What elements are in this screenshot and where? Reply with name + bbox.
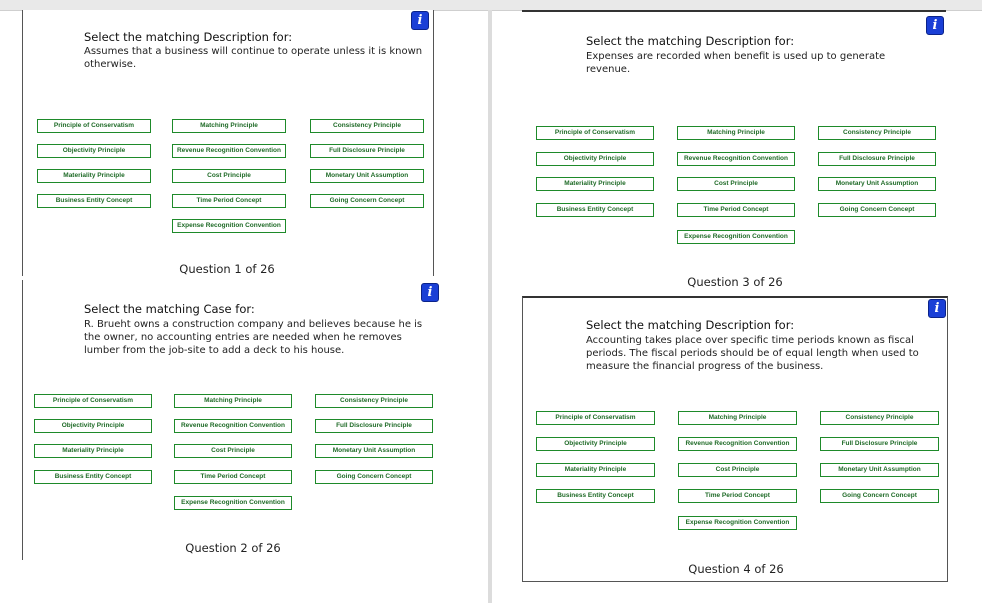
question-counter: Question 1 of 26 xyxy=(179,262,275,276)
question-heading: Select the matching Description for: xyxy=(84,30,293,44)
answer-option-button[interactable]: Materiality Principle xyxy=(34,444,152,458)
answer-option-button[interactable]: Monetary Unit Assumption xyxy=(310,169,424,183)
answer-option-button[interactable]: Consistency Principle xyxy=(820,411,939,425)
question-text-line: Assumes that a business will continue to operate unless it is known xyxy=(84,46,423,57)
answer-option-button[interactable]: Revenue Recognition Convention xyxy=(677,152,795,166)
answer-option-button[interactable]: Matching Principle xyxy=(174,394,292,408)
answer-option-button[interactable]: Consistency Principle xyxy=(310,119,424,133)
question-text-line: otherwise. xyxy=(84,59,137,70)
answer-option-button[interactable]: Principle of Conservatism xyxy=(536,411,655,425)
answer-option-button[interactable]: Principle of Conservatism xyxy=(34,394,152,408)
question-heading: Select the matching Description for: xyxy=(586,34,795,48)
answer-option-button[interactable]: Materiality Principle xyxy=(536,463,655,477)
answer-option-button[interactable]: Objectivity Principle xyxy=(34,419,152,433)
answer-option-button[interactable]: Consistency Principle xyxy=(315,394,433,408)
answer-option-button[interactable]: Consistency Principle xyxy=(818,126,936,140)
answer-option-button[interactable]: Cost Principle xyxy=(172,169,286,183)
question-text-line: R. Brueht owns a construction company and believes because he is xyxy=(84,319,423,330)
answer-option-button[interactable]: Principle of Conservatism xyxy=(536,126,654,140)
answer-option-button[interactable]: Business Entity Concept xyxy=(34,470,152,484)
info-icon[interactable]: i xyxy=(421,283,439,302)
question-heading: Select the matching Description for: xyxy=(586,318,795,332)
answer-option-button[interactable]: Business Entity Concept xyxy=(536,489,655,503)
question-counter: Question 3 of 26 xyxy=(687,275,783,289)
question-text-line: the owner, no accounting entries are needed when he removes xyxy=(84,332,402,343)
answer-option-button[interactable]: Business Entity Concept xyxy=(37,194,151,208)
answer-option-button[interactable]: Monetary Unit Assumption xyxy=(820,463,939,477)
answer-option-button[interactable]: Time Period Concept xyxy=(678,489,797,503)
info-icon[interactable]: i xyxy=(928,299,946,318)
answer-option-button[interactable]: Full Disclosure Principle xyxy=(315,419,433,433)
answer-option-button[interactable]: Going Concern Concept xyxy=(818,203,936,217)
answer-option-button[interactable]: Objectivity Principle xyxy=(37,144,151,158)
answer-option-button[interactable]: Time Period Concept xyxy=(172,194,286,208)
answer-option-button[interactable]: Expense Recognition Convention xyxy=(172,219,286,233)
answer-option-button[interactable]: Expense Recognition Convention xyxy=(174,496,292,510)
answer-option-button[interactable]: Cost Principle xyxy=(678,463,797,477)
answer-option-button[interactable]: Monetary Unit Assumption xyxy=(818,177,936,191)
answer-option-button[interactable]: Going Concern Concept xyxy=(315,470,433,484)
answer-option-button[interactable]: Expense Recognition Convention xyxy=(677,230,795,244)
answer-option-button[interactable]: Matching Principle xyxy=(678,411,797,425)
question-counter: Question 2 of 26 xyxy=(185,541,281,555)
answer-option-button[interactable]: Revenue Recognition Convention xyxy=(172,144,286,158)
answer-option-button[interactable]: Business Entity Concept xyxy=(536,203,654,217)
answer-option-button[interactable]: Going Concern Concept xyxy=(310,194,424,208)
answer-option-button[interactable]: Cost Principle xyxy=(174,444,292,458)
answer-option-button[interactable]: Matching Principle xyxy=(172,119,286,133)
answer-option-button[interactable]: Full Disclosure Principle xyxy=(820,437,939,451)
answer-option-button[interactable]: Time Period Concept xyxy=(174,470,292,484)
answer-option-button[interactable]: Objectivity Principle xyxy=(536,152,654,166)
answer-option-button[interactable]: Revenue Recognition Convention xyxy=(174,419,292,433)
answer-option-button[interactable]: Objectivity Principle xyxy=(536,437,655,451)
answer-option-button[interactable]: Materiality Principle xyxy=(37,169,151,183)
question-text-line: revenue. xyxy=(586,64,631,75)
question-text-line: Expenses are recorded when benefit is used up to generate xyxy=(586,51,886,62)
question-heading: Select the matching Case for: xyxy=(84,302,255,316)
question-text-line: measure the financial progress of the business. xyxy=(586,361,824,372)
question-counter: Question 4 of 26 xyxy=(688,562,784,576)
question-text-line: lumber from the job-site to add a deck to his house. xyxy=(84,345,345,356)
column-divider xyxy=(488,10,492,603)
answer-option-button[interactable]: Principle of Conservatism xyxy=(37,119,151,133)
answer-option-button[interactable]: Revenue Recognition Convention xyxy=(678,437,797,451)
question-text-line: Accounting takes place over specific time periods known as fiscal xyxy=(586,335,914,346)
answer-option-button[interactable]: Full Disclosure Principle xyxy=(310,144,424,158)
info-icon[interactable]: i xyxy=(926,16,944,35)
answer-option-button[interactable]: Materiality Principle xyxy=(536,177,654,191)
answer-option-button[interactable]: Cost Principle xyxy=(677,177,795,191)
answer-option-button[interactable]: Going Concern Concept xyxy=(820,489,939,503)
answer-option-button[interactable]: Matching Principle xyxy=(677,126,795,140)
answer-option-button[interactable]: Monetary Unit Assumption xyxy=(315,444,433,458)
info-icon[interactable]: i xyxy=(411,11,429,30)
question-text-line: periods. The fiscal periods should be of equal length when used to xyxy=(586,348,919,359)
answer-option-button[interactable]: Expense Recognition Convention xyxy=(678,516,797,530)
answer-option-button[interactable]: Full Disclosure Principle xyxy=(818,152,936,166)
answer-option-button[interactable]: Time Period Concept xyxy=(677,203,795,217)
